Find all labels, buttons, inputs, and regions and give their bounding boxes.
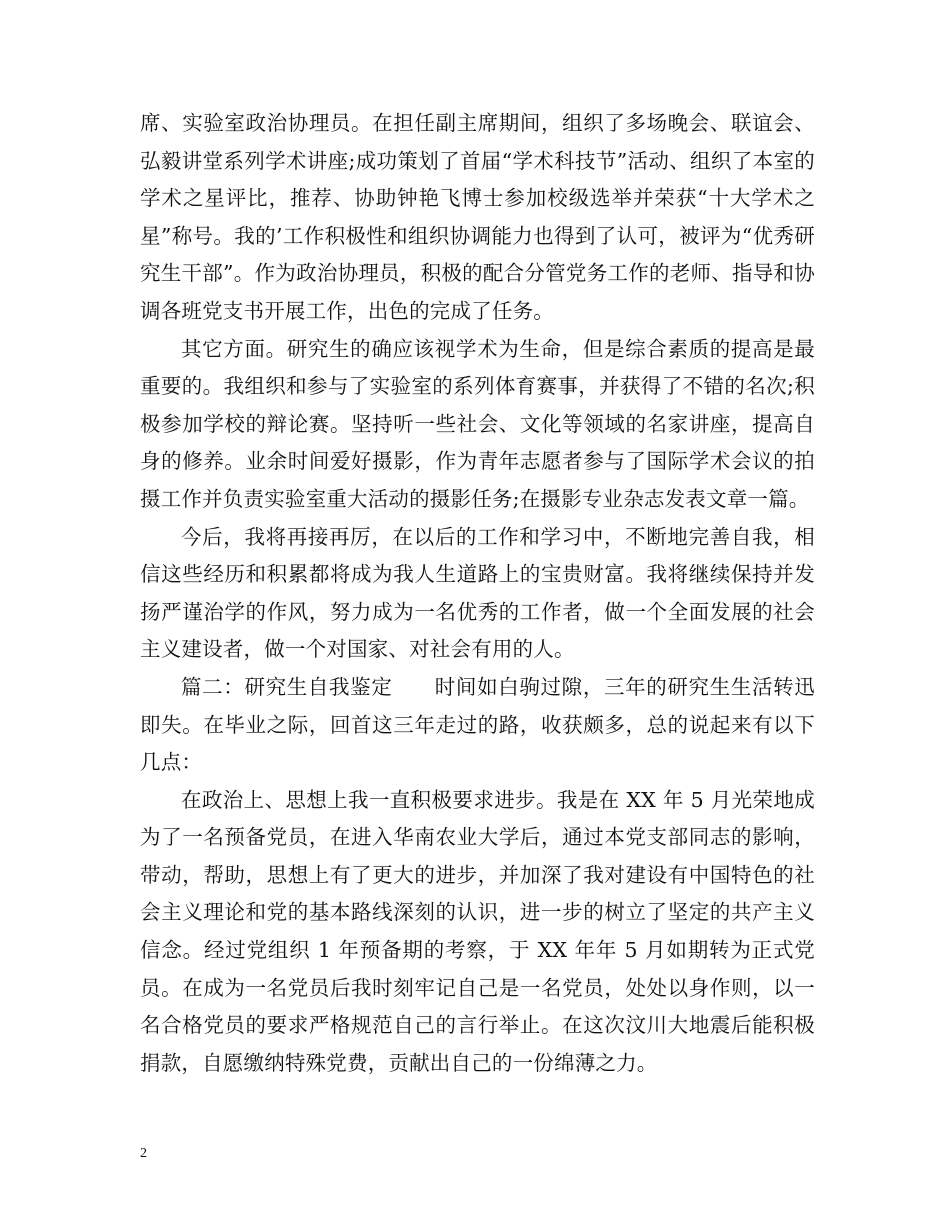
paragraph-5: 在政治上、思想上我一直积极要求进步。我是在 XX 年 5 月光荣地成为了一名预备党员，在进入华南农业大学后，通过本党支部同志的影响，带动，帮助，思想上有了更大的进步，并加深了我对建设有中国特色的社会主义理论和党的基本路线深刻的认识，进一步的树立了坚定的共产主义信念。经过党组织 1 年预备期的考察，于 XX 年年 5 月如期转为正式党员。在成为一名党员后我时刻牢记自己是一名党员，处处以身作则，以一名合格党员的要求严格规范自己的言行举止。在这次汶川大地震后能积极捐款，自愿缴纳特殊党费，贡献出自己的一份绵薄之力。 [140, 787, 815, 1075]
paragraph-3: 今后，我将再接再厉，在以后的工作和学习中，不断地完善自我，相信这些经历和积累都将成为我人生道路上的宝贵财富。我将继续保持并发扬严谨治学的作风，努力成为一名优秀的工作者，做一个全面发展的社会主义建设者，做一个对国家、对社会有用的人。 [140, 524, 815, 662]
paragraph-2: 其它方面。研究生的确应该视学术为生命，但是综合素质的提高是最重要的。我组织和参与了实验室的系列体育赛事，并获得了不错的名次;积极参加学校的辩论赛。坚持听一些社会、文化等领域的名家讲座，提高自身的修养。业余时间爱好摄影，作为青年志愿者参与了国际学术会议的拍摄工作并负责实验室重大活动的摄影任务;在摄影专业杂志发表文章一篇。 [140, 336, 815, 511]
document-body [140, 105, 815, 1082]
paragraph-4: 篇二：研究生自我鉴定 时间如白驹过隙，三年的研究生生活转迅即失。在毕业之际，回首这三年走过的路，收获颇多，总的说起来有以下几点： [140, 674, 815, 775]
page-number: 2 [140, 1146, 147, 1161]
paragraph-1: 席、实验室政治协理员。在担任副主席期间，组织了多场晚会、联谊会、弘毅讲堂系列学术讲座;成功策划了首届“学术科技节”活动、组织了本室的学术之星评比，推荐、协助钟艳飞博士参加校级选举并荣获“十大学术之星”称号。我的’工作积极性和组织协调能力也得到了认可，被评为“优秀研究生干部”。作为政治协理员，积极的配合分管党务工作的老师、指导和协调各班党支书开展工作，出色的完成了任务。 [140, 111, 815, 323]
